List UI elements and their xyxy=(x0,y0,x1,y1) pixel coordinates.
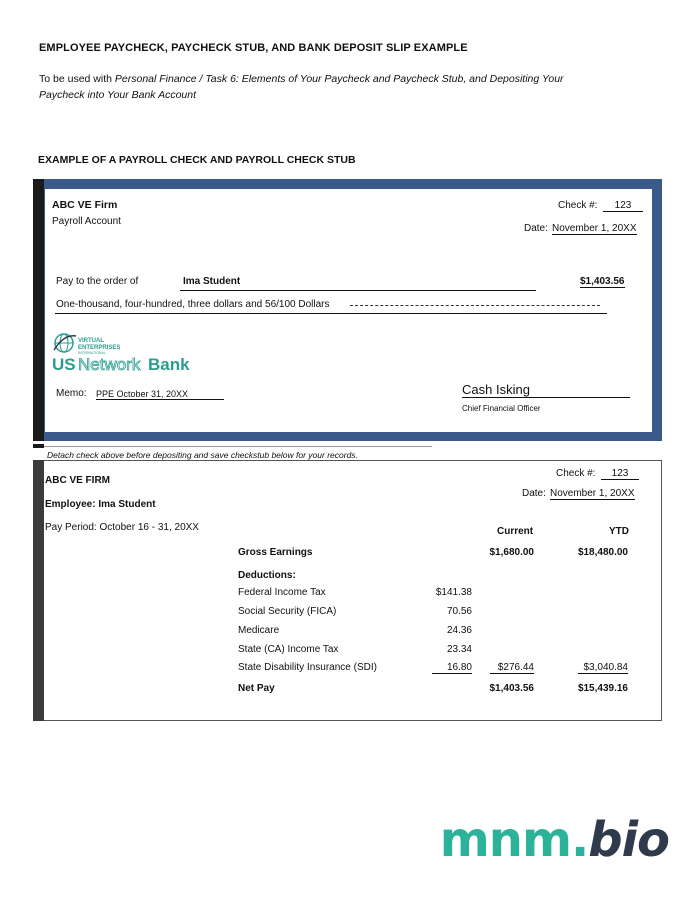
check-amount: $1,403.56 xyxy=(580,276,625,287)
amount-words-dash-fill xyxy=(350,305,600,306)
amount-words-line xyxy=(55,313,607,314)
logo-international: INTERNATIONAL xyxy=(78,351,106,355)
gross-earnings-label: Gross Earnings xyxy=(238,547,313,558)
deduction-label: State Disability Insurance (SDI) xyxy=(238,662,377,673)
globe-icon xyxy=(54,334,76,352)
pay-to-label: Pay to the order of xyxy=(56,276,139,287)
stub-check-number: 123 xyxy=(601,468,639,480)
deduction-label: Federal Income Tax xyxy=(238,587,326,598)
deduction-amount: 70.56 xyxy=(446,606,472,617)
payee-line xyxy=(180,290,536,291)
stub-date: November 1, 20XX xyxy=(550,488,635,499)
net-pay-current: $1,403.56 xyxy=(489,683,534,694)
intro-prefix: To be used with xyxy=(39,73,115,85)
deductions-ytd-total: $3,040.84 xyxy=(578,662,628,674)
stub-date-label: Date: xyxy=(522,488,546,499)
deduction-label: State (CA) Income Tax xyxy=(238,644,339,655)
col-current-header: Current xyxy=(497,526,534,537)
stub-pay-period: Pay Period: October 16 - 31, 20XX xyxy=(45,522,199,533)
deduction-amount: 23.34 xyxy=(446,644,472,655)
bank-logo xyxy=(52,330,202,374)
check-date: November 1, 20XX xyxy=(552,223,637,234)
document-title: EMPLOYEE PAYCHECK, PAYCHECK STUB, AND BANK DEPOSIT SLIP EXAMPLE xyxy=(39,42,468,54)
watermark-logo xyxy=(440,812,669,868)
watermark-part-1: mnm. xyxy=(439,812,589,868)
detach-line xyxy=(44,446,432,447)
logo-network: Network xyxy=(78,355,141,374)
logo-enterprises: ENTERPRISES xyxy=(78,345,121,351)
deduction-label: Medicare xyxy=(238,625,280,636)
payee-name: Ima Student xyxy=(183,276,241,287)
intro-task-ref-1: Personal Finance / Task 6: Elements of Your Paycheck and Paycheck Stub, and Depositing Your xyxy=(114,73,564,85)
stub-firm-name: ABC VE FIRM xyxy=(45,475,110,486)
check-left-bar xyxy=(33,179,44,441)
check-firm-name: ABC VE Firm xyxy=(52,199,118,211)
deductions-current-total: $276.44 xyxy=(490,662,534,674)
intro-text xyxy=(39,71,639,103)
signature: Cash Isking xyxy=(462,382,630,398)
logo-virtual: VIRTUAL xyxy=(78,338,104,344)
stub-check-number-label: Check #: xyxy=(556,468,596,479)
stub-employee: Employee: Ima Student xyxy=(45,499,156,510)
amount-in-words: One-thousand, four-hundred, three dollars and 56/100 Dollars xyxy=(56,299,330,310)
deductions-label: Deductions: xyxy=(238,570,296,581)
gross-ytd: $18,480.00 xyxy=(577,547,628,558)
watermark-part-2: bio xyxy=(588,812,669,868)
deduction-amount: $141.38 xyxy=(435,587,472,598)
gross-current: $1,680.00 xyxy=(489,547,534,558)
check-number: 123 xyxy=(603,200,643,212)
check-number-label: Check #: xyxy=(558,200,598,211)
check-account: Payroll Account xyxy=(52,216,121,227)
deduction-amount: 24.36 xyxy=(446,625,472,636)
col-ytd-header: YTD xyxy=(609,526,629,537)
deduction-amount: 16.80 xyxy=(432,662,472,674)
deduction-label: Social Security (FICA) xyxy=(238,606,337,617)
check-date-label: Date: xyxy=(524,223,548,234)
detach-note: Detach check above before depositing and save checkstub below for your records. xyxy=(47,450,358,460)
logo-bank: Bank xyxy=(148,355,190,374)
net-pay-ytd: $15,439.16 xyxy=(577,683,628,694)
logo-us: US xyxy=(52,355,76,374)
memo-label: Memo: xyxy=(56,388,87,399)
stub-left-bar xyxy=(33,460,44,721)
detach-marker xyxy=(33,444,44,448)
section-title: EXAMPLE OF A PAYROLL CHECK AND PAYROLL CHECK STUB xyxy=(38,154,356,166)
intro-task-ref-2: Paycheck into Your Bank Account xyxy=(39,89,197,101)
signer-title: Chief Financial Officer xyxy=(462,404,541,413)
memo-value: PPE October 31, 20XX xyxy=(96,389,224,400)
net-pay-label: Net Pay xyxy=(238,683,275,694)
